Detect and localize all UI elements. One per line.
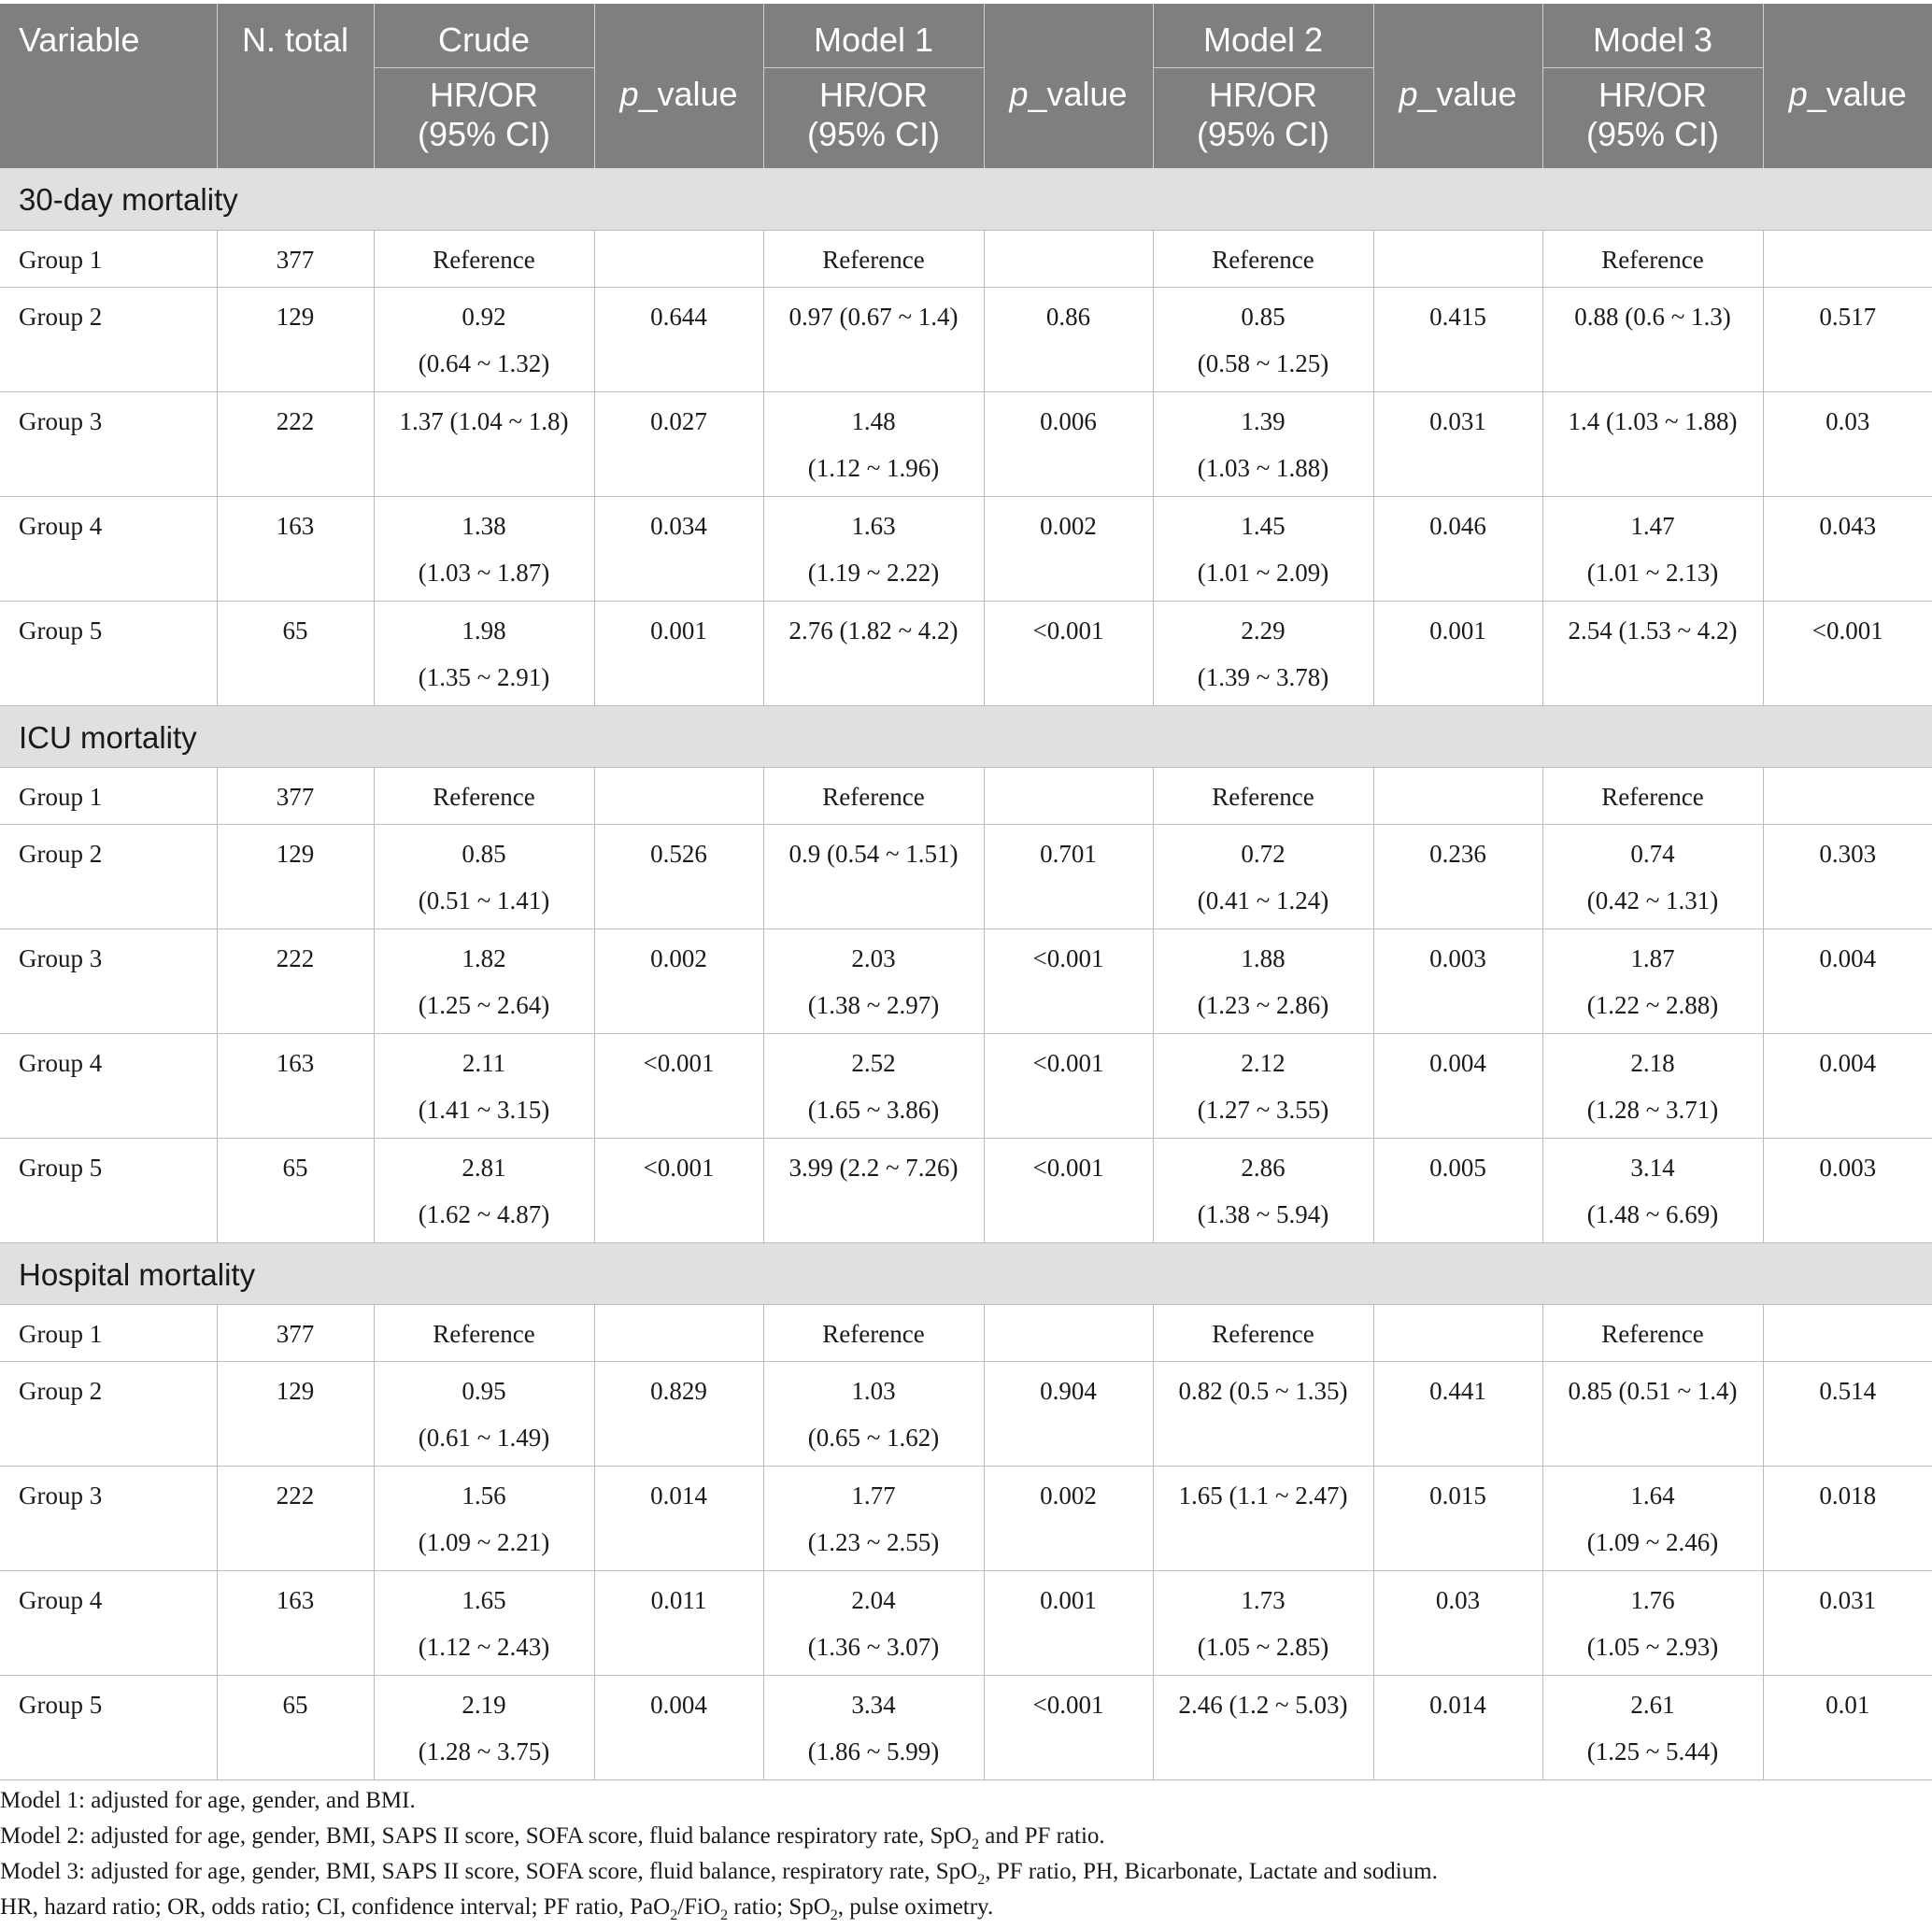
cell-hr-or: 2.11 (1.41 ~ 3.15)	[374, 1033, 594, 1138]
cell-p-value: 0.03	[1373, 1570, 1542, 1675]
footnote-abbreviations	[0, 1890, 1932, 1925]
cell-n-total: 377	[217, 230, 374, 287]
header-n-total: N. total	[217, 4, 374, 168]
cell-hr-or: 1.64 (1.09 ~ 2.46)	[1542, 1466, 1763, 1570]
cell-hr-or: Reference	[1153, 1304, 1373, 1361]
footnote-text: and PF ratio.	[978, 1823, 1105, 1849]
header-blank	[984, 4, 1153, 67]
cell-group: Group 1	[0, 230, 217, 287]
cell-hr-or: 0.85 (0.51 ~ 1.41)	[374, 824, 594, 929]
section-title: 30-day mortality	[0, 168, 1932, 230]
cell-n-total: 222	[217, 929, 374, 1033]
header-p-value	[1763, 67, 1932, 168]
cell-hr-or: 2.81 (1.62 ~ 4.87)	[374, 1138, 594, 1242]
cell-hr-or: 0.92 (0.64 ~ 1.32)	[374, 287, 594, 391]
cell-group: Group 5	[0, 1138, 217, 1242]
cell-p-value: 0.001	[594, 601, 763, 705]
cell-hr-or: 1.88 (1.23 ~ 2.86)	[1153, 929, 1373, 1033]
section-title: Hospital mortality	[0, 1242, 1932, 1304]
footnote-subscript: 2	[720, 1907, 729, 1923]
cell-p-value	[1373, 230, 1542, 287]
header-ci-label: (95% CI)	[1196, 114, 1330, 153]
cell-p-value: 0.01	[1763, 1675, 1932, 1779]
section-header-row	[0, 168, 1932, 230]
cell-n-total: 65	[217, 601, 374, 705]
results-table-container	[0, 4, 1932, 1923]
header-blank	[594, 4, 763, 67]
cell-hr-or: 0.82 (0.5 ~ 1.35)	[1153, 1361, 1373, 1466]
cell-hr-or: 1.63 (1.19 ~ 2.22)	[763, 496, 984, 601]
table-row	[0, 1466, 1932, 1570]
cell-p-value: 0.018	[1763, 1466, 1932, 1570]
cell-hr-or: Reference	[1542, 1304, 1763, 1361]
cell-p-value: 0.904	[984, 1361, 1153, 1466]
cell-p-value: 0.014	[594, 1466, 763, 1570]
footnote-text: , PF ratio, PH, Bicarbonate, Lactate and sodium.	[985, 1859, 1438, 1884]
cell-hr-or: Reference	[1153, 230, 1373, 287]
cell-p-value: 0.526	[594, 824, 763, 929]
footnote-text: Model 2: adjusted for age, gender, BMI, SAPS II score, SOFA score, fluid balance respiratory rate, SpO	[0, 1823, 972, 1849]
footnote-text: ratio; SpO	[728, 1894, 831, 1920]
cell-hr-or: 1.65 (1.1 ~ 2.47)	[1153, 1466, 1373, 1570]
cell-p-value	[984, 1304, 1153, 1361]
cell-hr-or: 0.88 (0.6 ~ 1.3)	[1542, 287, 1763, 391]
cell-group: Group 3	[0, 1466, 217, 1570]
footnote-subscript: 2	[971, 1836, 979, 1852]
cell-p-value	[984, 230, 1153, 287]
cell-p-value: <0.001	[984, 1033, 1153, 1138]
cell-hr-or: 1.65 (1.12 ~ 2.43)	[374, 1570, 594, 1675]
header-variable: Variable	[0, 4, 217, 168]
footnote-model-3	[0, 1854, 1932, 1890]
footnote-model-1	[0, 1783, 1932, 1819]
cell-hr-or: 3.14 (1.48 ~ 6.69)	[1542, 1138, 1763, 1242]
cell-n-total: 163	[217, 1033, 374, 1138]
cell-n-total: 65	[217, 1675, 374, 1779]
footnote-text: /FiO	[677, 1894, 721, 1920]
cell-p-value: 0.014	[1373, 1675, 1542, 1779]
cell-hr-or: 2.46 (1.2 ~ 5.03)	[1153, 1675, 1373, 1779]
table-row	[0, 601, 1932, 705]
cell-p-value	[594, 767, 763, 824]
table-row	[0, 1361, 1932, 1466]
cell-hr-or: Reference	[1542, 230, 1763, 287]
cell-hr-or: 2.52 (1.65 ~ 3.86)	[763, 1033, 984, 1138]
cell-hr-or: 1.98 (1.35 ~ 2.91)	[374, 601, 594, 705]
header-model-2: Model 2	[1153, 4, 1373, 67]
table-row	[0, 1675, 1932, 1779]
header-model-crude: Crude	[374, 4, 594, 67]
table-row	[0, 1138, 1932, 1242]
table-row	[0, 496, 1932, 601]
cell-p-value: 0.004	[1763, 929, 1932, 1033]
cell-group: Group 4	[0, 1570, 217, 1675]
cell-p-value: 0.001	[984, 1570, 1153, 1675]
cell-group: Group 5	[0, 1675, 217, 1779]
header-p-value	[984, 67, 1153, 168]
cell-p-value: <0.001	[984, 1138, 1153, 1242]
cell-group: Group 1	[0, 767, 217, 824]
cell-hr-or: 0.72 (0.41 ~ 1.24)	[1153, 824, 1373, 929]
header-p-rest: _value	[1417, 75, 1517, 113]
cell-hr-or: 2.29 (1.39 ~ 3.78)	[1153, 601, 1373, 705]
cell-n-total: 163	[217, 496, 374, 601]
header-blank	[1373, 4, 1542, 67]
cell-hr-or: 0.9 (0.54 ~ 1.51)	[763, 824, 984, 929]
header-p-italic: p	[1788, 75, 1808, 113]
cell-group: Group 3	[0, 929, 217, 1033]
footnote-text: HR, hazard ratio; OR, odds ratio; CI, confidence interval; PF ratio, PaO	[0, 1894, 671, 1920]
header-p-value	[594, 67, 763, 168]
cell-p-value	[1763, 1304, 1932, 1361]
cell-group: Group 5	[0, 601, 217, 705]
header-hr-or-ci	[374, 67, 594, 168]
cell-p-value: <0.001	[594, 1033, 763, 1138]
cell-p-value: 0.006	[984, 391, 1153, 496]
cell-hr-or: 2.04 (1.36 ~ 3.07)	[763, 1570, 984, 1675]
cell-p-value: <0.001	[1763, 601, 1932, 705]
cell-n-total: 377	[217, 1304, 374, 1361]
header-hr-or-label: HR/OR	[430, 75, 538, 114]
table-row	[0, 391, 1932, 496]
header-p-italic: p	[1399, 75, 1418, 113]
cell-group: Group 2	[0, 1361, 217, 1466]
cell-hr-or: 1.87 (1.22 ~ 2.88)	[1542, 929, 1763, 1033]
cell-p-value	[1763, 230, 1932, 287]
cell-p-value: 0.004	[594, 1675, 763, 1779]
cell-p-value: 0.031	[1763, 1570, 1932, 1675]
cell-p-value: 0.043	[1763, 496, 1932, 601]
section-title: ICU mortality	[0, 705, 1932, 767]
cell-p-value: 0.517	[1763, 287, 1932, 391]
header-p-italic: p	[1009, 75, 1029, 113]
footnote-text: Model 1: adjusted for age, gender, and BMI.	[0, 1788, 416, 1813]
header-hr-or-label: HR/OR	[1598, 75, 1707, 114]
cell-hr-or: 2.54 (1.53 ~ 4.2)	[1542, 601, 1763, 705]
header-hr-or-ci	[763, 67, 984, 168]
header-ci-label: (95% CI)	[806, 114, 941, 153]
cell-hr-or: Reference	[1153, 767, 1373, 824]
cell-hr-or: 3.99 (2.2 ~ 7.26)	[763, 1138, 984, 1242]
cell-p-value: 0.003	[1763, 1138, 1932, 1242]
cell-hr-or: 1.48 (1.12 ~ 1.96)	[763, 391, 984, 496]
cell-n-total: 222	[217, 391, 374, 496]
cell-hr-or: 0.85 (0.51 ~ 1.4)	[1542, 1361, 1763, 1466]
cell-p-value: 0.002	[594, 929, 763, 1033]
header-p-italic: p	[619, 75, 639, 113]
cell-hr-or: 1.37 (1.04 ~ 1.8)	[374, 391, 594, 496]
header-row-models	[0, 4, 1932, 67]
cell-hr-or: Reference	[1542, 767, 1763, 824]
table-row	[0, 1570, 1932, 1675]
cell-p-value: 0.002	[984, 1466, 1153, 1570]
header-p-value	[1373, 67, 1542, 168]
cell-hr-or: Reference	[374, 767, 594, 824]
table-header	[0, 4, 1932, 168]
cell-hr-or: 1.76 (1.05 ~ 2.93)	[1542, 1570, 1763, 1675]
cell-hr-or: 0.74 (0.42 ~ 1.31)	[1542, 824, 1763, 929]
table-row	[0, 929, 1932, 1033]
cell-hr-or: 2.12 (1.27 ~ 3.55)	[1153, 1033, 1373, 1138]
footnote-model-2	[0, 1819, 1932, 1854]
header-ci-label: (95% CI)	[417, 114, 551, 153]
cell-hr-or: 0.97 (0.67 ~ 1.4)	[763, 287, 984, 391]
header-hr-or-label: HR/OR	[1209, 75, 1317, 114]
cell-hr-or: 1.82 (1.25 ~ 2.64)	[374, 929, 594, 1033]
header-model-3: Model 3	[1542, 4, 1763, 67]
cell-p-value: 0.004	[1373, 1033, 1542, 1138]
cell-p-value: 0.236	[1373, 824, 1542, 929]
cell-hr-or: 1.56 (1.09 ~ 2.21)	[374, 1466, 594, 1570]
cell-p-value	[984, 767, 1153, 824]
cell-hr-or: 1.03 (0.65 ~ 1.62)	[763, 1361, 984, 1466]
header-p-rest: _value	[638, 75, 738, 113]
cell-p-value: 0.046	[1373, 496, 1542, 601]
cell-p-value: <0.001	[594, 1138, 763, 1242]
cell-p-value	[1373, 767, 1542, 824]
section-header-row	[0, 1242, 1932, 1304]
cell-hr-or: 2.18 (1.28 ~ 3.71)	[1542, 1033, 1763, 1138]
cell-hr-or: 2.86 (1.38 ~ 5.94)	[1153, 1138, 1373, 1242]
cell-hr-or: 0.85 (0.58 ~ 1.25)	[1153, 287, 1373, 391]
cell-hr-or: 1.45 (1.01 ~ 2.09)	[1153, 496, 1373, 601]
table-row	[0, 287, 1932, 391]
footnote-subscript: 2	[670, 1907, 678, 1923]
cell-p-value: 0.415	[1373, 287, 1542, 391]
cell-hr-or: 2.76 (1.82 ~ 4.2)	[763, 601, 984, 705]
cell-hr-or: 1.77 (1.23 ~ 2.55)	[763, 1466, 984, 1570]
cell-hr-or: 1.38 (1.03 ~ 1.87)	[374, 496, 594, 601]
cell-hr-or: 1.39 (1.03 ~ 1.88)	[1153, 391, 1373, 496]
cell-n-total: 377	[217, 767, 374, 824]
header-blank	[1763, 4, 1932, 67]
cell-hr-or: 1.73 (1.05 ~ 2.85)	[1153, 1570, 1373, 1675]
cell-p-value: 0.005	[1373, 1138, 1542, 1242]
cell-hr-or: 1.47 (1.01 ~ 2.13)	[1542, 496, 1763, 601]
cell-group: Group 2	[0, 824, 217, 929]
cell-p-value: 0.514	[1763, 1361, 1932, 1466]
cell-p-value: <0.001	[984, 1675, 1153, 1779]
table-row	[0, 1304, 1932, 1361]
cell-p-value	[594, 1304, 763, 1361]
header-hr-or-ci	[1153, 67, 1373, 168]
cell-p-value: 0.303	[1763, 824, 1932, 929]
cell-p-value: 0.004	[1763, 1033, 1932, 1138]
cell-n-total: 65	[217, 1138, 374, 1242]
cell-p-value	[1763, 767, 1932, 824]
cell-hr-or: 0.95 (0.61 ~ 1.49)	[374, 1361, 594, 1466]
cell-p-value: <0.001	[984, 601, 1153, 705]
cell-hr-or: 2.19 (1.28 ~ 3.75)	[374, 1675, 594, 1779]
results-table	[0, 4, 1932, 1780]
table-body	[0, 168, 1932, 1779]
cell-p-value	[1373, 1304, 1542, 1361]
header-p-rest: _value	[1807, 75, 1907, 113]
cell-p-value: 0.829	[594, 1361, 763, 1466]
cell-group: Group 1	[0, 1304, 217, 1361]
cell-group: Group 3	[0, 391, 217, 496]
footnote-text: Model 3: adjusted for age, gender, BMI, SAPS II score, SOFA score, fluid balance, respiratory rate, SpO	[0, 1859, 978, 1884]
cell-hr-or: Reference	[374, 230, 594, 287]
header-ci-label: (95% CI)	[1585, 114, 1720, 153]
cell-p-value: 0.031	[1373, 391, 1542, 496]
footnote-text: , pulse oximetry.	[837, 1894, 994, 1920]
cell-p-value: 0.003	[1373, 929, 1542, 1033]
cell-p-value: 0.001	[1373, 601, 1542, 705]
cell-p-value: 0.86	[984, 287, 1153, 391]
cell-p-value: 0.027	[594, 391, 763, 496]
cell-p-value: 0.015	[1373, 1466, 1542, 1570]
table-row	[0, 767, 1932, 824]
cell-p-value: <0.001	[984, 929, 1153, 1033]
cell-group: Group 4	[0, 1033, 217, 1138]
header-p-rest: _value	[1028, 75, 1128, 113]
header-model-1: Model 1	[763, 4, 984, 67]
cell-hr-or: Reference	[374, 1304, 594, 1361]
cell-n-total: 163	[217, 1570, 374, 1675]
cell-n-total: 222	[217, 1466, 374, 1570]
cell-hr-or: Reference	[763, 767, 984, 824]
cell-p-value	[594, 230, 763, 287]
header-hr-or-ci	[1542, 67, 1763, 168]
cell-hr-or: Reference	[763, 1304, 984, 1361]
cell-n-total: 129	[217, 287, 374, 391]
cell-p-value: 0.441	[1373, 1361, 1542, 1466]
cell-n-total: 129	[217, 824, 374, 929]
cell-hr-or: 1.4 (1.03 ~ 1.88)	[1542, 391, 1763, 496]
header-hr-or-label: HR/OR	[819, 75, 928, 114]
table-row	[0, 230, 1932, 287]
section-header-row	[0, 705, 1932, 767]
table-footnotes	[0, 1783, 1932, 1925]
cell-p-value: 0.701	[984, 824, 1153, 929]
cell-hr-or: 3.34 (1.86 ~ 5.99)	[763, 1675, 984, 1779]
cell-group: Group 4	[0, 496, 217, 601]
cell-hr-or: 2.61 (1.25 ~ 5.44)	[1542, 1675, 1763, 1779]
table-row	[0, 1033, 1932, 1138]
cell-p-value: 0.011	[594, 1570, 763, 1675]
footnote-subscript: 2	[977, 1872, 986, 1888]
cell-p-value: 0.03	[1763, 391, 1932, 496]
cell-group: Group 2	[0, 287, 217, 391]
cell-p-value: 0.644	[594, 287, 763, 391]
cell-p-value: 0.002	[984, 496, 1153, 601]
cell-p-value: 0.034	[594, 496, 763, 601]
cell-n-total: 129	[217, 1361, 374, 1466]
cell-hr-or: 2.03 (1.38 ~ 2.97)	[763, 929, 984, 1033]
cell-hr-or: Reference	[763, 230, 984, 287]
table-row	[0, 824, 1932, 929]
footnote-subscript: 2	[830, 1907, 838, 1923]
